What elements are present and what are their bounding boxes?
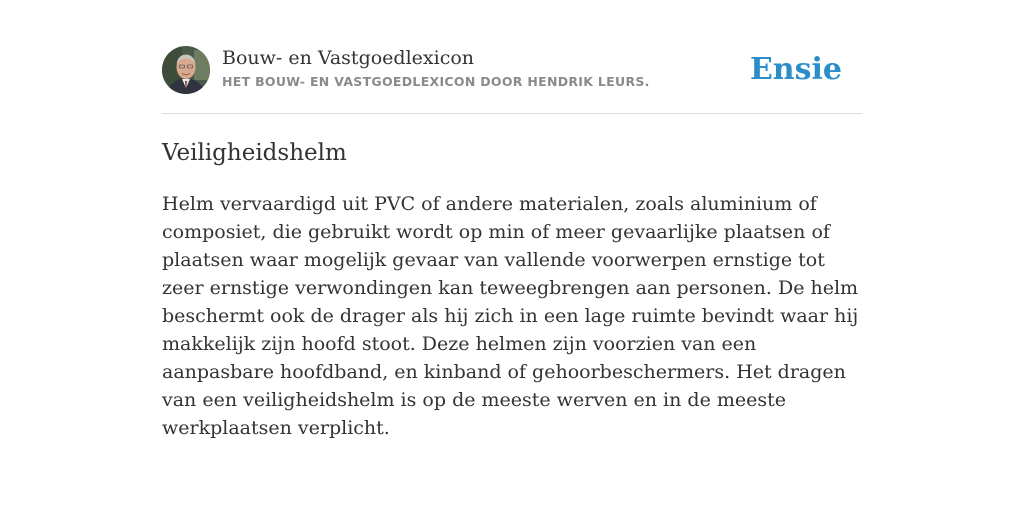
source-subtitle: HET BOUW- EN VASTGOEDLEXICON DOOR HENDRIK LEURS.: [222, 74, 650, 89]
author-portrait-icon[interactable]: [162, 46, 210, 94]
source-title[interactable]: Bouw- en Vastgoedlexicon: [222, 47, 475, 69]
source-header: [162, 46, 862, 96]
header-divider: [162, 113, 862, 114]
entry-body: Helm vervaardigd uit PVC of andere materialen, zoals aluminium of composiet, die gebruikt wordt op min of meer gevaarlijke plaatsen of plaatsen waar mogelijk gevaar van vallende voorwerpen ernstige tot zeer ernstige verwondingen kan teweegbrengen aan personen. De helm beschermt ook de drager als hij zich in een lage ruimte bevindt waar hij makkelijk zijn hoofd stoot. Deze helmen zijn voorzien van een aanpasbare hoofdband, en kinband of gehoorbeschermers. Het dragen van een veiligheidshelm is op de meeste werven en in de meeste werkplaatsen verplicht.: [162, 193, 859, 439]
brand-logo[interactable]: Ensie: [749, 52, 842, 87]
entry-title: Veiligheidshelm: [162, 140, 347, 166]
